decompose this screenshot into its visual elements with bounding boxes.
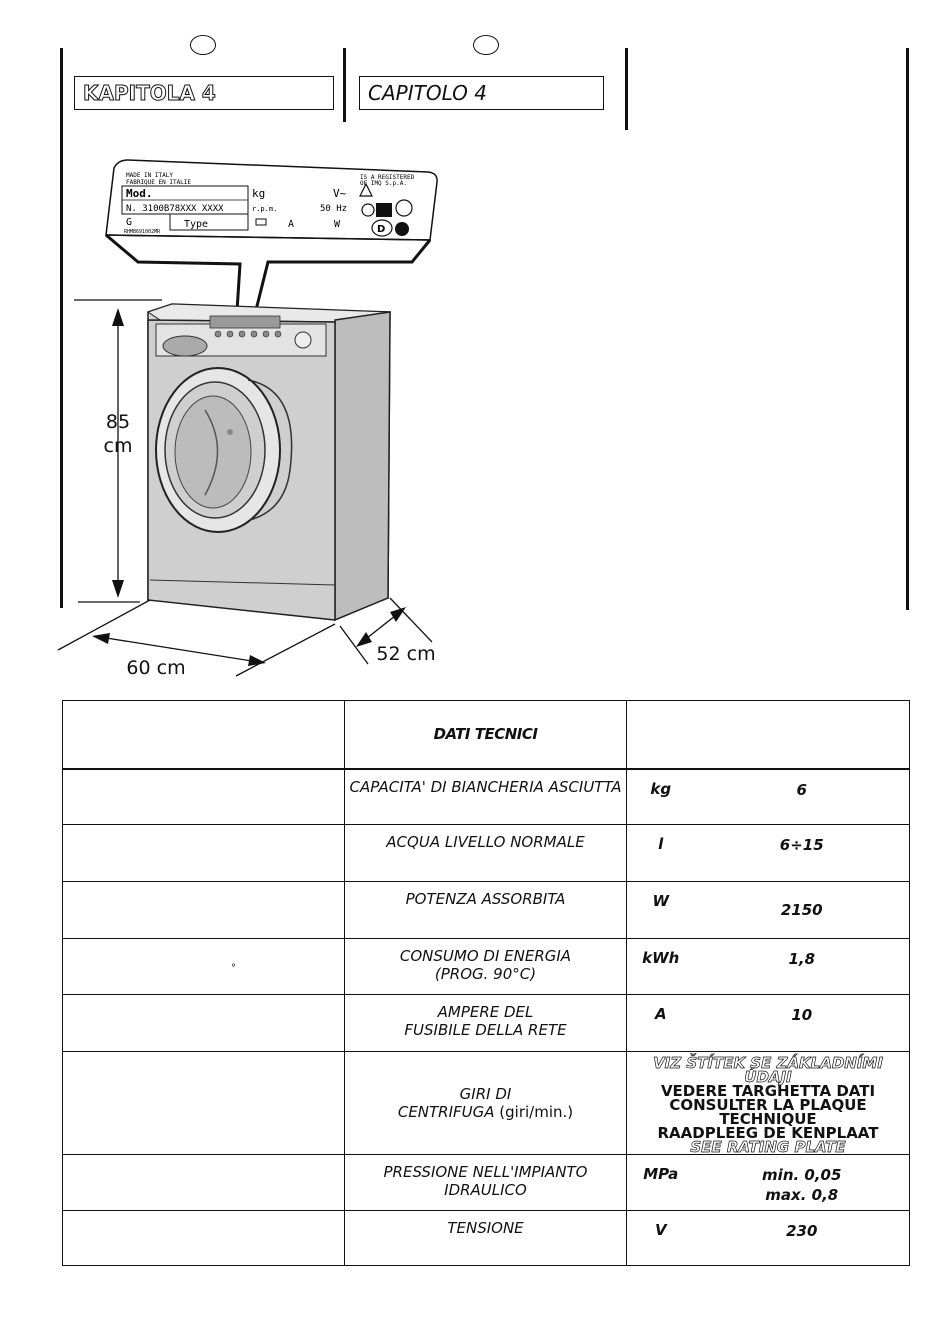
plate-note-it: VEDERE TARGHETTA DATI: [660, 1082, 876, 1100]
row-label-line2: FUSIBILE DELLA RETE: [404, 1021, 567, 1039]
row-label-line2: IDRAULICO: [444, 1181, 527, 1199]
row-label-line2: CENTRIFUGA: [397, 1103, 495, 1121]
row-value-line1: min. 0,05: [762, 1166, 842, 1184]
table-row: [63, 939, 910, 995]
table-row: [63, 995, 910, 1052]
row-label-line1: PRESSIONE NELL'IMPIANTO: [383, 1163, 588, 1181]
row-label: ACQUA LIVELLO NORMALE: [345, 825, 627, 882]
table-row: [63, 882, 910, 939]
row-value: 2150: [695, 882, 910, 939]
row-value: 6: [695, 769, 910, 825]
row-unit: A: [627, 995, 695, 1052]
row-value: 6÷15: [695, 825, 910, 882]
row-unit: l: [627, 825, 695, 882]
chapter-title-left: KAPITOLA 4: [74, 76, 334, 110]
degree-mark: °: [231, 963, 236, 974]
row-label: POTENZA ASSORBITA: [345, 882, 627, 939]
row-label-line1: AMPERE DEL: [437, 1003, 534, 1021]
plate-note-en: SEE RATING PLATE: [690, 1138, 846, 1156]
plate-note-cz: VIZ ŠTÍTEK SE ZÁKLADNÍMI ÚDAJI: [653, 1054, 883, 1086]
row-value: 10: [695, 995, 910, 1052]
header-divider-mid: [343, 48, 346, 122]
row-value: 1,8: [695, 939, 910, 995]
plate-serial: N. 3100B78XXX XXXX: [126, 204, 224, 214]
row-label-unit: (giri/min.): [494, 1103, 574, 1121]
table-row: [63, 1052, 910, 1155]
row-label-line2: (PROG. 90°C): [434, 965, 537, 983]
row-unit: kWh: [627, 939, 695, 995]
plate-rpm: r.p.m.: [252, 205, 278, 213]
row-unit: MPa: [627, 1155, 695, 1211]
row-label-line1: GIRI DI: [459, 1085, 512, 1103]
rating-plate: [106, 160, 437, 240]
plate-type: Type: [184, 219, 209, 230]
plate-made-in-2: FABRIQUE EN ITALIE: [126, 179, 192, 186]
table-header-title: DATI TECNICI: [345, 701, 627, 769]
depth-value: 52 cm: [376, 643, 436, 665]
plate-kg: kg: [252, 187, 266, 200]
plate-made-in-1: MADE IN ITALY: [126, 172, 173, 179]
language-circle-mid: [473, 35, 499, 55]
page-divider-far-right: [906, 48, 909, 610]
chapter-title-mid: CAPITOLO 4: [359, 76, 604, 110]
technical-data-table: [62, 700, 910, 1266]
plate-v: V~: [333, 187, 347, 200]
row-label: CAPACITA' DI BIANCHERIA ASCIUTTA: [345, 769, 627, 825]
table-row: [63, 1155, 910, 1211]
height-unit: cm: [103, 435, 133, 457]
row-value: 230: [695, 1211, 910, 1266]
height-value: 85: [105, 411, 131, 433]
plate-d-mark: D: [377, 224, 386, 235]
row-label-line1: CONSUMO DI ENERGIA: [399, 947, 572, 965]
width-value: 60 cm: [126, 657, 186, 679]
row-unit: W: [627, 882, 695, 939]
plate-registered-2: OF IMQ S.p.A.: [360, 180, 407, 187]
table-header-row: [63, 701, 910, 769]
language-circle-left: [190, 35, 216, 55]
plate-w: W: [334, 219, 341, 230]
plate-registered-1: IS A REGISTERED: [360, 174, 415, 181]
plate-g: G: [126, 217, 133, 228]
plate-hz: 50 Hz: [320, 204, 348, 214]
row-unit: V: [627, 1211, 695, 1266]
header-divider-right: [625, 48, 628, 130]
row-value-line2: max. 0,8: [765, 1186, 839, 1204]
table-row: [63, 769, 910, 825]
table-row: [63, 825, 910, 882]
plate-mod: Mod.: [126, 187, 153, 200]
table-row: [63, 1211, 910, 1266]
row-label: TENSIONE: [345, 1211, 627, 1266]
plate-a: A: [288, 219, 295, 230]
row-unit: kg: [627, 769, 695, 825]
plate-note-nl: RAADPLEEG DE KENPLAAT: [657, 1124, 879, 1142]
plate-note-fr: CONSULTER LA PLAQUE TECHNIQUE: [669, 1096, 867, 1128]
plate-code: RHMB691002MR: [124, 229, 161, 235]
